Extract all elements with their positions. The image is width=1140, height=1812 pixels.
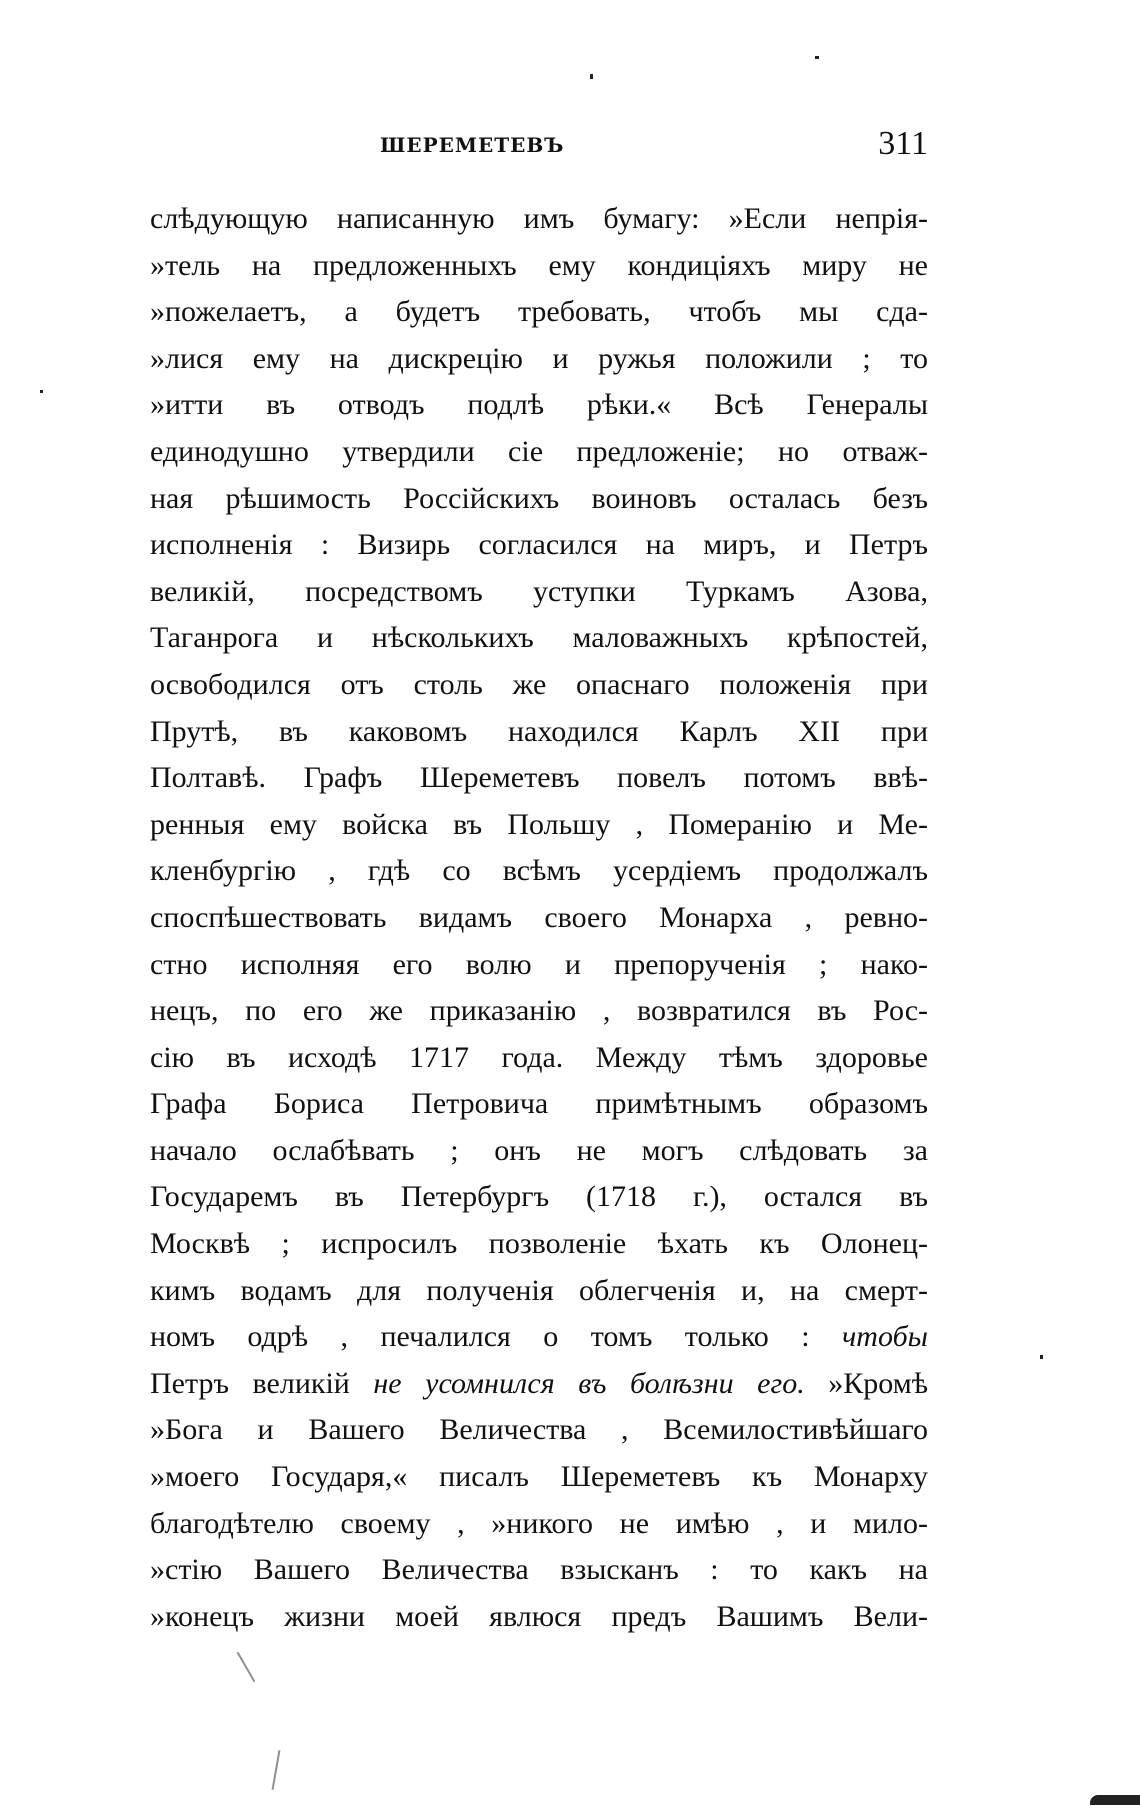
running-title: ШЕРЕМЕТЕВЪ (380, 133, 565, 157)
text-line: »стію Вашего Величества взысканъ : то какъ на (150, 1553, 928, 1587)
scan-speck (1040, 1355, 1043, 1359)
text-line: кленбургію , гдѣ со всѣмъ усердіемъ продолжалъ (150, 854, 928, 888)
running-head (150, 125, 928, 165)
text-line (150, 1314, 928, 1361)
text-line: Государемъ въ Петербургъ (1718 г.), остался въ (150, 1180, 928, 1214)
text-line: споспѣшествовать видамъ своего Монарха , ревно- (150, 900, 928, 934)
text-line: »пожелаетъ, а будетъ требовать, чтобъ мы сда- (150, 295, 928, 329)
text-line: ренныя ему войска въ Польшу , Померанію и Ме- (150, 807, 928, 841)
text-run: номъ одрѣ , печалился о томъ только : (150, 1320, 842, 1354)
text-line: сію въ исходѣ 1717 года. Между тѣмъ здоровье (150, 1040, 928, 1074)
text-line: Графа Бориса Петровича примѣтнымъ образомъ (150, 1087, 928, 1121)
text-line: исполненія : Визирь согласился на миръ, и Петръ (150, 528, 928, 562)
text-line: »лися ему на дискрецію и ружья положили ; то (150, 341, 928, 375)
body-text (150, 196, 928, 1640)
text-run: »Кромѣ (804, 1366, 928, 1400)
text-line: »итти въ отводъ подлѣ рѣки.« Всѣ Генералы (150, 388, 928, 422)
italic-run: не усомнился въ болѣзни его. (373, 1366, 805, 1400)
italic-run: чтобы (842, 1320, 928, 1354)
text-line: Прутѣ, въ каковомъ находился Карлъ XII при (150, 714, 928, 748)
text-line: Полтавѣ. Графъ Шереметевъ повелъ потомъ ввѣ- (150, 761, 928, 795)
text-run: Петръ великій (150, 1366, 374, 1400)
text-line: великій, посредствомъ уступки Туркамъ Азова, (150, 574, 928, 608)
text-line: освободился отъ столь же опаснаго положенія при (150, 667, 928, 701)
text-line: »конецъ жизни моей явлюся предъ Вашимъ Вели- (150, 1599, 928, 1633)
text-line: »моего Государя,« писалъ Шереметевъ къ Монарху (150, 1460, 928, 1494)
text-line: »Бога и Вашего Величества , Всемилостивѣйшаго (150, 1413, 928, 1447)
scan-speck (590, 74, 593, 79)
text-line: кимъ водамъ для полученія облегченія и, на смерт- (150, 1273, 928, 1307)
scan-speck (40, 390, 43, 393)
scan-speck (272, 1750, 281, 1790)
text-line: нецъ, по его же приказанію , возвратился въ Рос- (150, 994, 928, 1028)
text-line: начало ослабѣвать ; онъ не могъ слѣдовать за (150, 1133, 928, 1167)
scan-speck (237, 1652, 256, 1682)
page-number: 311 (878, 125, 928, 162)
scan-speck (815, 56, 819, 59)
text-line: Москвѣ ; испросилъ позволеніе ѣхать къ Олонец- (150, 1227, 928, 1261)
text-line: благодѣтелю своему , »никого не имѣю , и мило- (150, 1506, 928, 1540)
text-line: Таганрога и нѣсколькихъ маловажныхъ крѣпостей, (150, 621, 928, 655)
text-line: стно исполняя его волю и препорученія ; нако- (150, 947, 928, 981)
text-line: единодушно утвердили сіе предложеніе; но отваж- (150, 434, 928, 468)
text-line (150, 1361, 928, 1408)
scan-speck (1090, 1795, 1140, 1805)
text-line: ная рѣшимость Россійскихъ воиновъ осталась безъ (150, 481, 928, 515)
text-line: »тель на предложенныхъ ему кондиціяхъ миру не (150, 248, 928, 282)
text-line: слѣдующую написанную имъ бумагу: »Если непрія- (150, 202, 928, 235)
